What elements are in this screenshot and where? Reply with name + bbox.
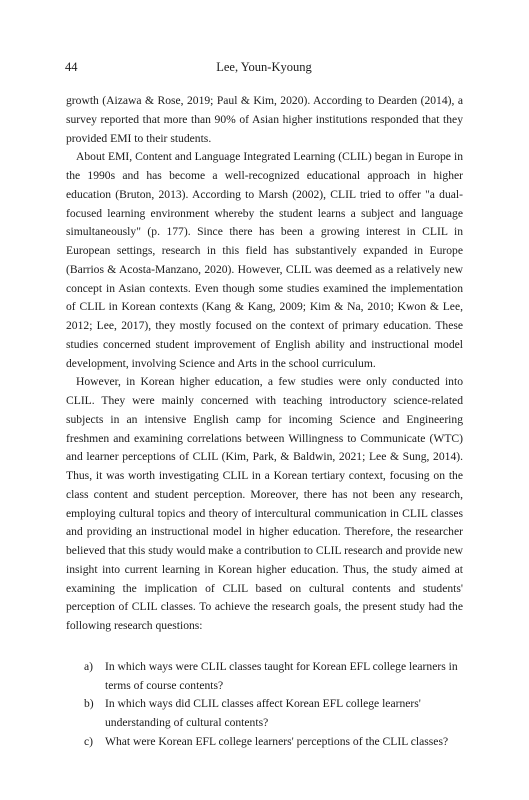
paragraph-research-gap: However, in Korean higher education, a few studies were only conducted into CLIL. They were mainly concerned with teaching introductory science-related subjects in an intensive English camp for incoming Science and Engineering freshmen and examining correlations between Willingness to Communicate (WTC) and learner perceptions of CLIL (Kim, Park, & Baldwin, 2021; Lee & Sung, 2014). Thus, it was worth investigating CLIL in a Korean tertiary context, focusing on the class content and student perception. Moreover, there has not been any research, employing cultural topics and theory of intercultural communication in CLIL classes and providing an instructional model in higher education. Therefore, the researcher believed that this study would make a contribution to CLIL research and provide new insight into current learning in Korean higher education. Thus, the study aimed at examining the implication of CLIL based on cultural contents and students' perception of CLIL classes. To achieve the research goals, the present study had the following research questions:: [66, 375, 463, 632]
paragraph-continuation: growth (Aizawa & Rose, 2019; Paul & Kim, 2020). According to Dearden (2014), a survey reported that more than 90% of Asian higher institutions responded that they provided EMI to their students.: [66, 94, 463, 145]
research-question-letter: b): [84, 697, 94, 711]
research-questions-list: [66, 658, 463, 752]
research-question: [66, 658, 463, 696]
page-number: 44: [65, 60, 78, 74]
research-question-letter: c): [84, 734, 94, 748]
research-question-text: In which ways were CLIL classes taught for Korean EFL college learners in terms of course contents?: [105, 659, 458, 692]
paragraph-clil-background: About EMI, Content and Language Integrated Learning (CLIL) began in Europe in the 1990s and has become a well-recognized educational approach in higher education (Bruton, 2013). According to Marsh (2002), CLIL tried to offer "a dual-focused learning environment whereby the student learns a subject and language simultaneously" (p. 177). Since there has been a growing interest in CLIL in European settings, research in this field has substantively expanded in Europe (Barrios & Acosta-Manzano, 2020). However, CLIL was deemed as a relatively new concept in Asian contexts. Even though some studies examined the implementation of CLIL in Korean contexts (Kang & Kang, 2009; Kim & Na, 2010; Kwon & Lee, 2012; Lee, 2017), they mostly focused on the context of primary education. These studies concerned student improvement of English ability and instructional model development, involving Science and Arts in the school curriculum.: [66, 150, 463, 370]
research-question: [66, 695, 463, 733]
page-header: [65, 60, 463, 78]
research-question-text: In which ways did CLIL classes affect Korean EFL college learners' understanding of cultural contents?: [105, 697, 421, 729]
research-question: [66, 733, 463, 752]
running-head: Lee, Youn-Kyoung: [216, 60, 312, 74]
research-question-text: What were Korean EFL college learners' perceptions of the CLIL classes?: [105, 734, 449, 748]
body-text: [66, 92, 463, 752]
research-question-letter: a): [84, 659, 94, 673]
